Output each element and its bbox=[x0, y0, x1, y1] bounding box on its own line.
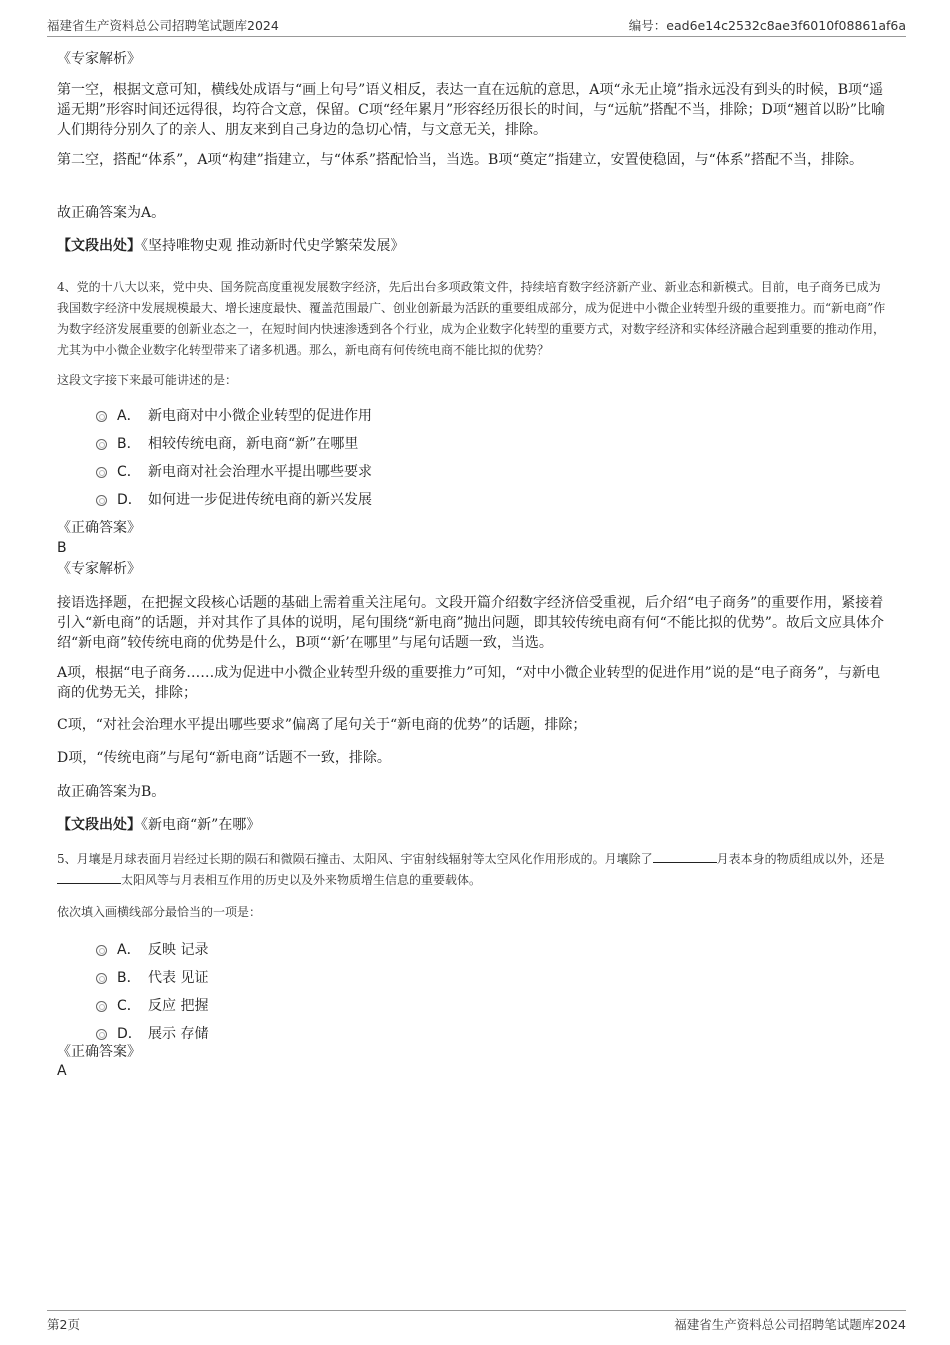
radio-icon[interactable] bbox=[96, 495, 107, 506]
radio-icon[interactable] bbox=[96, 973, 107, 984]
option-text: 展示 存储 bbox=[148, 1026, 209, 1042]
fill-blank-2 bbox=[57, 871, 121, 884]
option-text: 新电商对中小微企业转型的促进作用 bbox=[148, 408, 372, 424]
radio-icon[interactable] bbox=[96, 945, 107, 956]
q4-stem: 4、党的十八大以来，党中央、国务院高度重视发展数字经济，先后出台多项政策文件，持续培育数字经济新产业、新业态和新模式。目前，电子商务已成为我国数字经济中发展规模最大、增长速度最快、覆盖范围最广、创业创新最为活跃的重要组成部分，成为促进中小微企业转型升级的重要推力。而“新电商”作为数字经济发展重要的创新业态之一，在短时间内快速渗透到各个行业，成为企业数字化转型的重要方式，对数字经济和实体经济融合起到重要的推动作用，尤其为中小微企业数字化转型带来了诸多机遇。那么，新电商有何传统电商不能比拟的优势？ bbox=[57, 280, 886, 357]
q3-expert-label: 《专家解析》 bbox=[57, 51, 141, 67]
q3-source-label: 【文段出处】 bbox=[57, 238, 141, 254]
radio-icon[interactable] bbox=[96, 439, 107, 450]
option-text: 代表 见证 bbox=[148, 970, 209, 986]
q3-conclusion: 故正确答案为A。 bbox=[57, 205, 166, 221]
fill-blank-1 bbox=[653, 850, 717, 863]
q4-analysis-p3: C项，“对社会治理水平提出哪些要求”偏离了尾句关于“新电商的优势”的话题，排除； bbox=[57, 717, 587, 733]
footer-title: 福建省生产资料总公司招聘笔试题库2024 bbox=[674, 1317, 906, 1332]
option-letter: B． bbox=[117, 436, 141, 452]
option-letter: D． bbox=[117, 1026, 142, 1042]
option-text: 如何进一步促进传统电商的新兴发展 bbox=[148, 492, 372, 508]
q4-expert-label: 《专家解析》 bbox=[57, 561, 141, 577]
header-doc-id: 编号：ead6e14c2532c8ae3f6010f08861af6a bbox=[628, 18, 906, 33]
q3-analysis-p1: 第一空，根据文意可知，横线处成语与“画上句号”语义相反，表达一直在远航的意思，A项“永无止境”指永远没有到头的时候，B项“遥遥无期”形容时间还远得很，均符合文意，保留。C项“经年累月”形容经历很长的时间，与“远航”搭配不当，排除；D项“翘首以盼”比喻人们期待分别久了的亲人、朋友来到自己身边的急切心情，与文意无关，排除。 bbox=[57, 82, 886, 138]
q5-stem-part3: 太阳风等与月表相互作用的历史以及外来物质增生信息的重要载体。 bbox=[121, 873, 482, 887]
header-title: 福建省生产资料总公司招聘笔试题库2024 bbox=[47, 18, 279, 33]
q4-analysis-p1: 接语选择题，在把握文段核心话题的基础上需着重关注尾句。文段开篇介绍数字经济倍受重视，后介绍“电子商务”的重要作用，紧接着引入“新电商”的话题，并对其作了具体的说明，尾句围绕“新电商”抛出问题，即其较传统电商有何“不能比拟的优势”。故后文应具体介绍“新电商”较传统电商的优势是什么，B项“‘新’在哪里”与尾句话题一致，当选。 bbox=[57, 595, 884, 651]
q4-source bbox=[57, 815, 887, 835]
q5-prompt: 依次填入画横线部分最恰当的一项是： bbox=[57, 905, 262, 919]
q4-answer-label: 《正确答案》 bbox=[57, 520, 141, 536]
option-letter: D． bbox=[117, 492, 142, 508]
q5-stem-part2: 月表本身的物质组成以外，还是 bbox=[716, 852, 885, 866]
q3-source-title: 《坚持唯物史观 推动新时代史学繁荣发展》 bbox=[141, 238, 405, 254]
q4-conclusion: 故正确答案为B。 bbox=[57, 784, 166, 800]
page-header bbox=[47, 14, 906, 37]
option-text: 反应 把握 bbox=[148, 998, 209, 1014]
q3-source bbox=[57, 236, 887, 256]
q5-answer-label: 《正确答案》 bbox=[57, 1044, 141, 1060]
q4-source-label: 【文段出处】 bbox=[57, 817, 141, 833]
q4-answer: B bbox=[57, 540, 67, 556]
option-text: 反映 记录 bbox=[148, 942, 209, 958]
option-text: 新电商对社会治理水平提出哪些要求 bbox=[148, 464, 372, 480]
q4-source-title: 《新电商“新”在哪》 bbox=[141, 817, 261, 833]
radio-icon[interactable] bbox=[96, 467, 107, 478]
option-letter: C． bbox=[117, 464, 141, 480]
radio-icon[interactable] bbox=[96, 1029, 107, 1040]
q5-answer: A bbox=[57, 1063, 67, 1079]
page-footer bbox=[47, 1310, 906, 1335]
q3-analysis-p2: 第二空，搭配“体系”，A项“构建”指建立，与“体系”搭配恰当，当选。B项“奠定”指建立，安置使稳固，与“体系”搭配不当，排除。 bbox=[57, 152, 863, 168]
q5-stem-part1: 5、月壤是月球表面月岩经过长期的陨石和微陨石撞击、太阳风、宇宙射线辐射等太空风化作用形成的。月壤除了 bbox=[57, 852, 653, 866]
option-text: 相较传统电商，新电商“新”在哪里 bbox=[148, 436, 359, 452]
q4-prompt: 这段文字接下来最可能讲述的是： bbox=[57, 373, 238, 387]
q5-stem bbox=[57, 849, 887, 891]
radio-icon[interactable] bbox=[96, 411, 107, 422]
q4-analysis-p4: D项，“传统电商”与尾句“新电商”话题不一致，排除。 bbox=[57, 750, 391, 766]
option-letter: A． bbox=[117, 408, 141, 424]
option-letter: A． bbox=[117, 942, 141, 958]
q4-analysis-p2: A项，根据“电子商务……成为促进中小微企业转型升级的重要推力”可知，“对中小微企业转型的促进作用”说的是“电子商务”，与新电商的优势无关，排除； bbox=[57, 665, 881, 701]
radio-icon[interactable] bbox=[96, 1001, 107, 1012]
option-letter: C． bbox=[117, 998, 141, 1014]
footer-page-number: 第2页 bbox=[47, 1317, 80, 1332]
option-letter: B． bbox=[117, 970, 141, 986]
